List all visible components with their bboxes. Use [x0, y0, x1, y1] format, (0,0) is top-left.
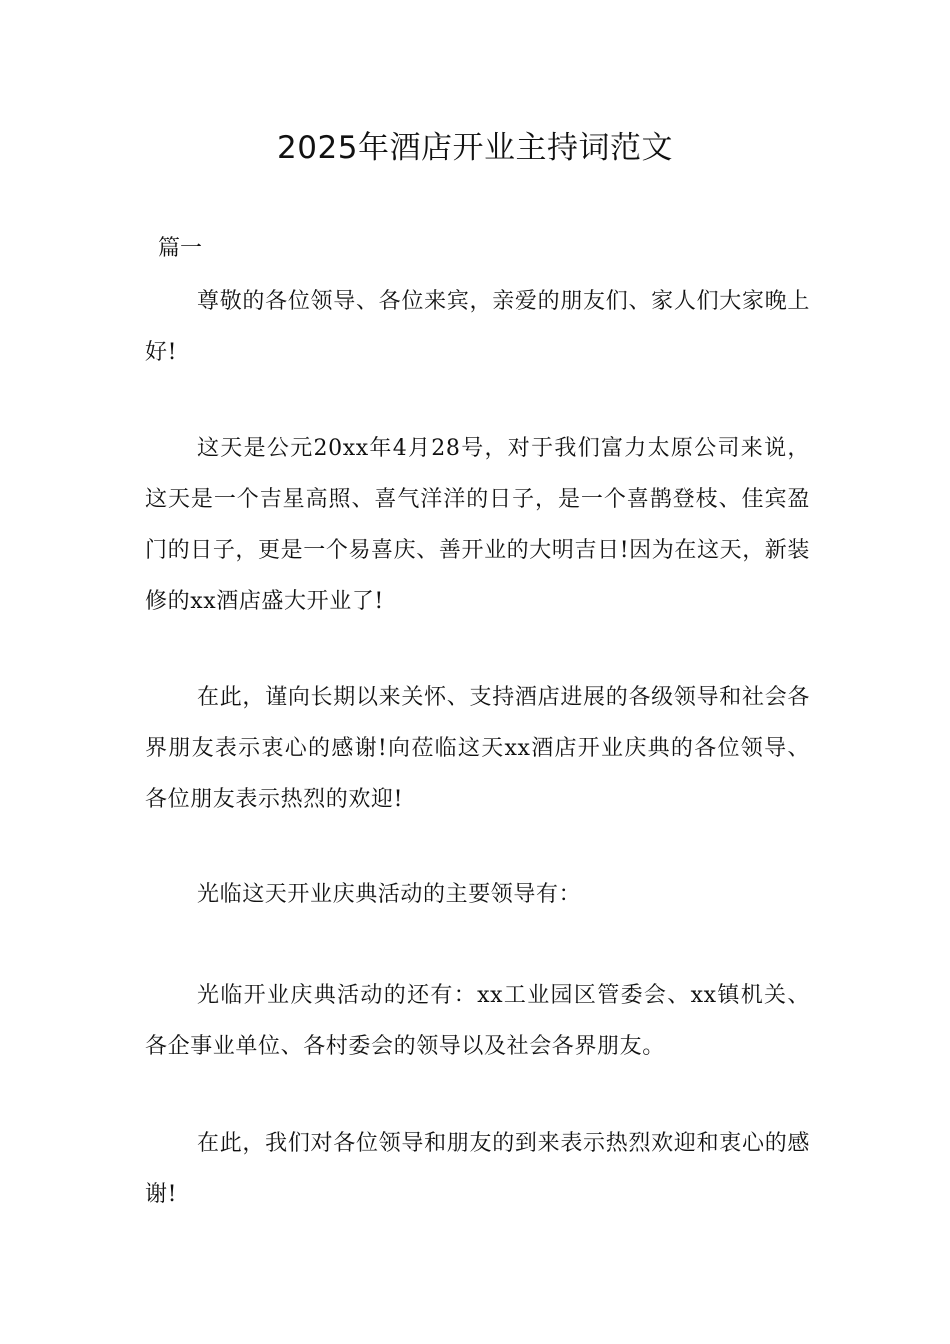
paragraph-opening-date: 这天是公元20xx年4月28号，对于我们富力太原公司来说，这天是一个吉星高照、喜气洋洋的日子，是一个喜鹊登枝、佳宾盈门的日子，更是一个易喜庆、善开业的大明吉日!因为在这天，新装修的xx酒店盛大开业了! [145, 436, 810, 614]
paragraph-other-guests: 光临开业庆典活动的还有：xx工业园区管委会、xx镇机关、各企事业单位、各村委会的领导以及社会各界朋友。 [145, 983, 810, 1059]
paragraph-welcome: 在此，我们对各位领导和朋友的到来表示热烈欢迎和衷心的感谢! [145, 1131, 810, 1207]
paragraph-main-leaders: 光临这天开业庆典活动的主要领导有： [197, 882, 582, 907]
paragraph-greeting: 尊敬的各位领导、各位来宾，亲爱的朋友们、家人们大家晚上好! [145, 289, 810, 365]
document-title: 2025年酒店开业主持词范文 [277, 130, 673, 166]
paragraph-thanks: 在此，谨向长期以来关怀、支持酒店进展的各级领导和社会各界朋友表示衷心的感谢!向莅临这天xx酒店开业庆典的各位领导、各位朋友表示热烈的欢迎! [145, 685, 810, 812]
section-label: 篇一 [158, 236, 203, 261]
